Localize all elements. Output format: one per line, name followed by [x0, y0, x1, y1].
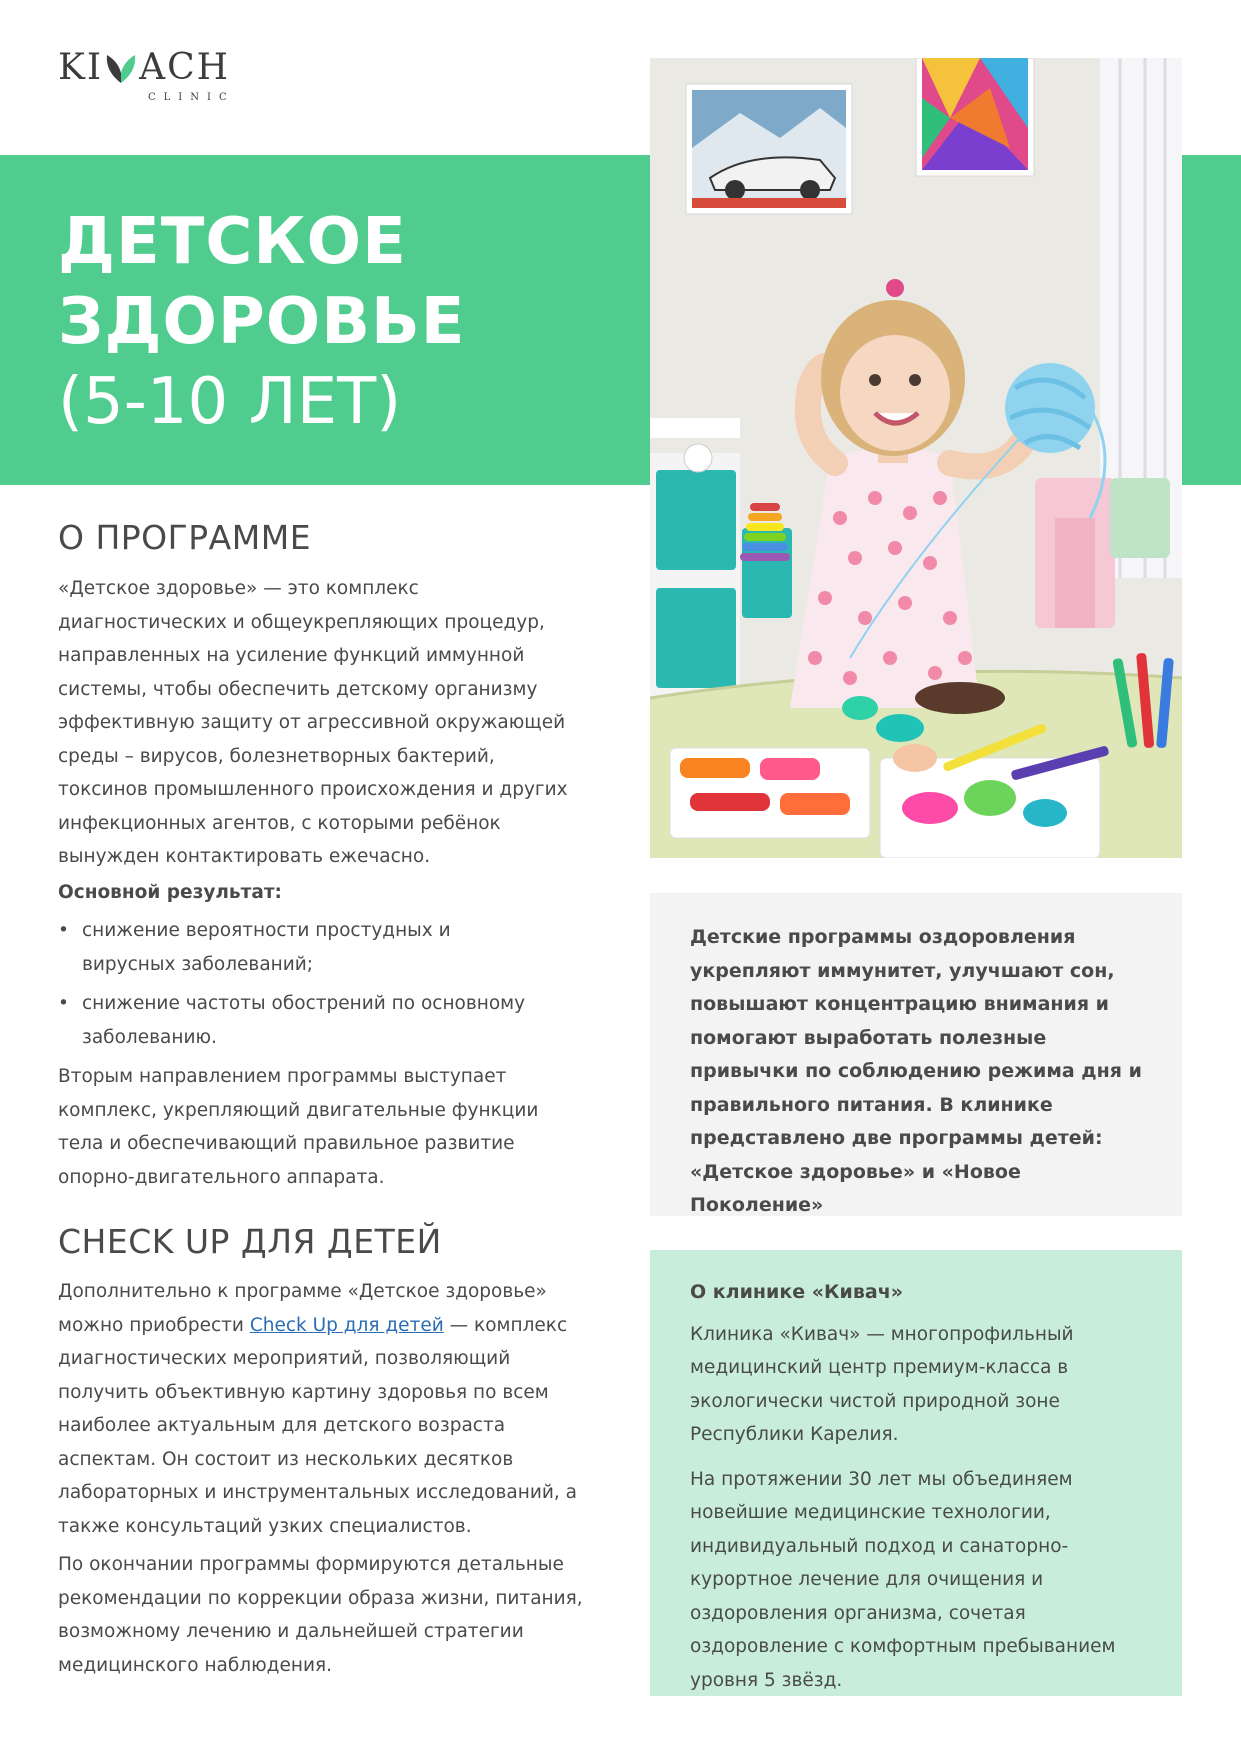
title-line-3: (5-10 ЛЕТ) [58, 365, 402, 439]
about-section [58, 518, 588, 557]
leaf-logo-icon [104, 51, 138, 85]
logo-subtitle: CLINIC [148, 92, 235, 103]
checkup-text-after: — комплекс диагностических мероприятий, позволяющий получить объективную картину здоровья по всем наиболее актуальным для детского возраста аспектам. Он состоит из нескольких десятков лабораторных и инструментальных исследований, а также консультаций узких специалистов. [58, 1314, 577, 1537]
checkup-heading: CHECK UP ДЛЯ ДЕТЕЙ [58, 1222, 442, 1261]
clinic-heading: О клинике «Кивач» [690, 1281, 904, 1303]
checkup-paragraph-1 [58, 1275, 593, 1543]
about-second-paragraph: Вторым направлением программы выступает комплекс, укрепляющий двигательные функции тела и обеспечивающий правильное развитие опорно-двигательного аппарата. [58, 1066, 539, 1188]
result-label [58, 876, 588, 910]
clinic-paragraph-2: На протяжении 30 лет мы объединяем новейшие медицинские технологии, индивидуальный подход и санаторно-курортное лечение для очищения и оздоровления организма, сочетая оздоровление с комфортным пребыванием уровня 5 звёзд. [690, 1468, 1116, 1691]
logo-wordmark [58, 48, 258, 88]
clinic-paragraph-1: Клиника «Кивач» — многопрофильный медицинский центр премиум-класса в экологически чистой природной зоне Республики Карелия. [690, 1323, 1074, 1445]
about-body [58, 572, 588, 1194]
checkup-text-before: Дополнительно к программе «Детское здоровье» можно приобрести [58, 1281, 547, 1336]
about-intro-paragraph: «Детское здоровье» — это комплекс диагностических и общеукрепляющих процедур, направленных на усиление функций иммунной системы, чтобы обеспечить детскому организму эффективную защиту от агрессивной окружающей среды – вирусов, болезнетворных бактерий, токсинов промышленного происхождения и других инфекционных агентов, с которыми ребёнок вынужден контактировать ежечасно. [58, 578, 568, 867]
logo-text-start: KI [58, 47, 104, 88]
title-line-1: ДЕТСКОЕ [58, 205, 407, 279]
callout-text: Детские программы оздоровления укрепляют иммунитет, улучшают сон, повышают концентрацию внимания и помогают выработать полезные привычки по соблюдению режима дня и правильного питания. В клинике представлено две программы детей: «Детское здоровье» и «Новое Поколение» [690, 926, 1142, 1216]
list-item: • снижение вероятности простудных и вирусных заболеваний; [58, 914, 538, 981]
painting-colorful [916, 58, 1034, 176]
checkup-paragraph-2: По окончании программы формируются детальные рекомендации по коррекции образа жизни, питания, возможному лечению и дальнейшей стратегии медицинского наблюдения. [58, 1554, 583, 1676]
callout-box [650, 893, 1182, 1216]
title-line-2: ЗДОРОВЬЕ [58, 285, 466, 359]
hero-photo [650, 58, 1182, 858]
checkup-link[interactable]: Check Up для детей [249, 1314, 444, 1336]
checkup-section [58, 1222, 588, 1261]
checkup-body [58, 1275, 593, 1682]
result-label-text: Основной результат: [58, 881, 282, 903]
logo-text-end: ACH [139, 47, 231, 88]
page-title [58, 202, 618, 442]
hero-banner-right-strip [1182, 155, 1241, 485]
child-playing-photo [650, 58, 1182, 858]
list-item: • снижение частоты обострений по основному заболеванию. [58, 987, 538, 1054]
painting-car [686, 84, 852, 214]
results-list [58, 914, 538, 1054]
clinic-info-box [650, 1250, 1182, 1696]
about-heading: О ПРОГРАММЕ [58, 518, 312, 557]
clinic-logo [58, 48, 258, 108]
